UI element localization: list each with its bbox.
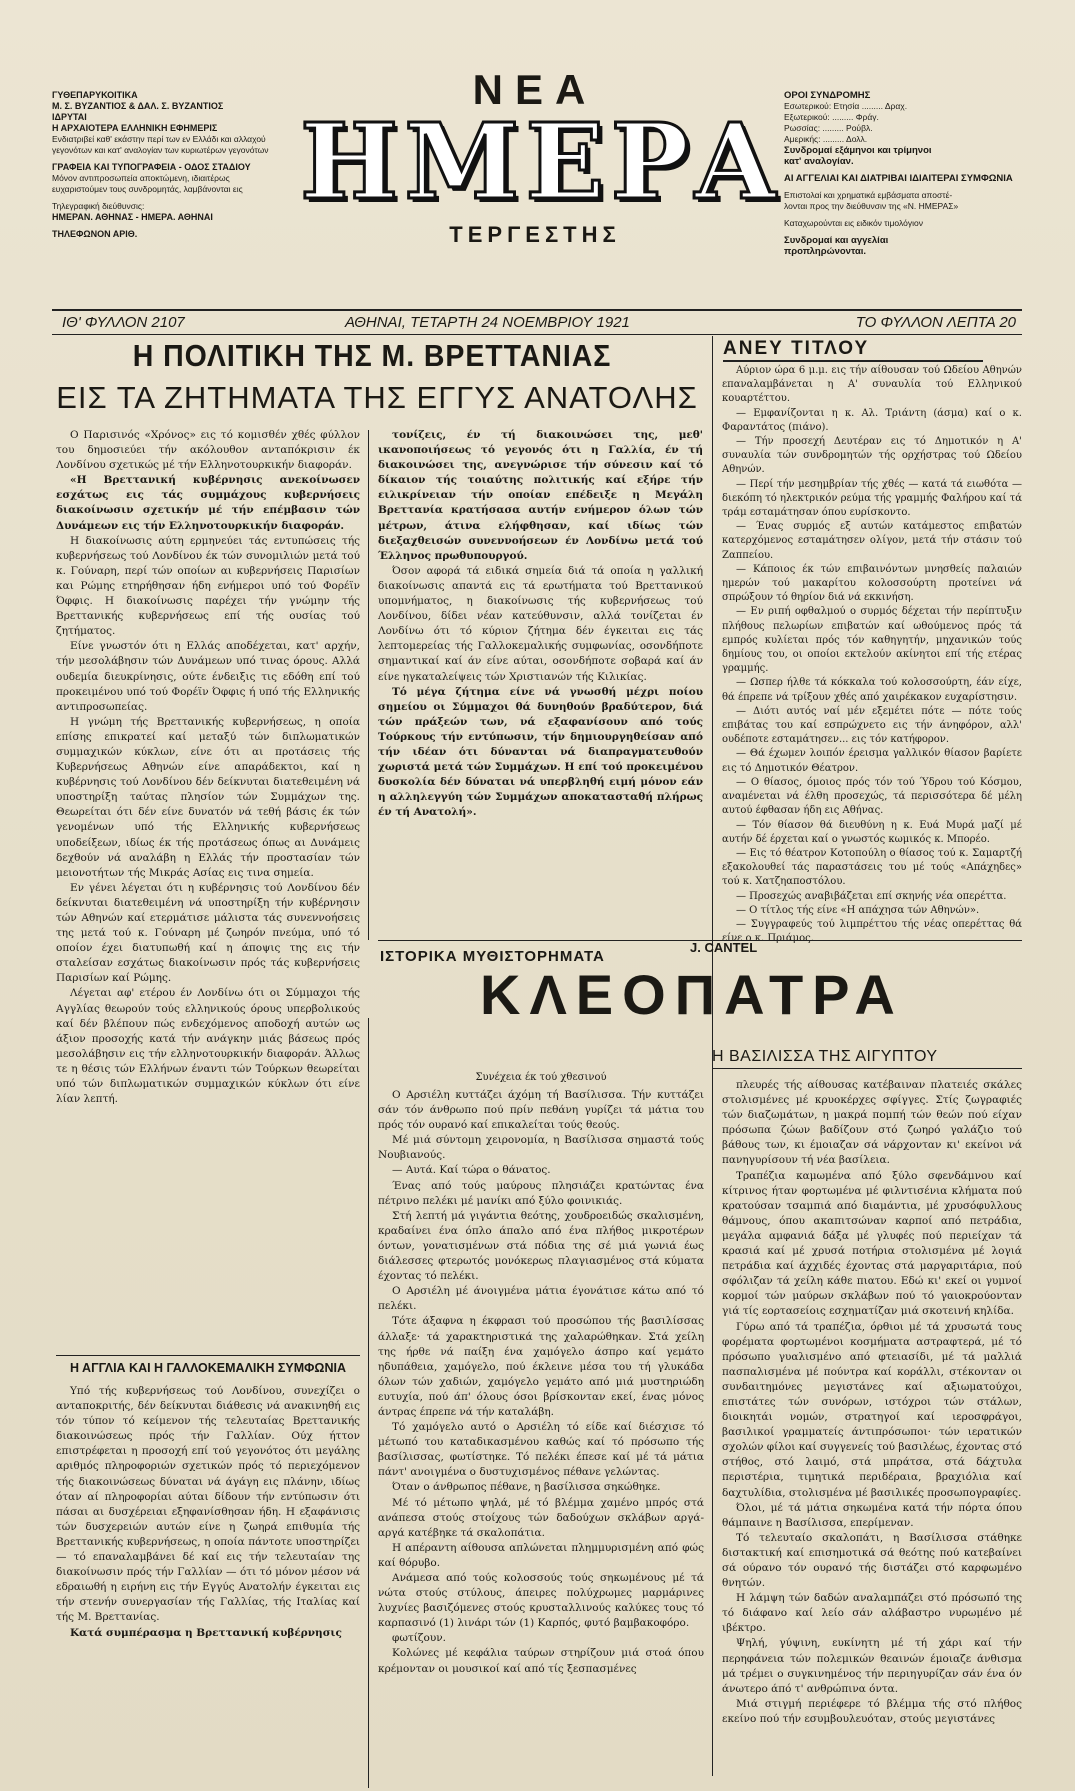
paragraph: πλευρές τής αίθουσας κατέβαιναν πλατειές σκάλες στολισμένες μέ κρυοκέρχες σφίγγες. Στίς ζωγραφιές τών διαζωμάτων, η μακρά πομπή τών θεών πού είχαν πρόσωπα ζώων βαδίζουν στό ζωηρό γαλάζιο τού βάθους των, κι έμοιαζαν σά νάρχονταν κι' εκείνοι νά πανηγυρίσουν τή νέα βασίλεια.: [722, 1079, 1022, 1167]
news-item: — Ο θίασος, όμοιος πρός τόν τού Ύδρου τού Κόσμου, αναμένεται νά έλθη προσεχώς, τά περισσότερα δέ μέλη αυτού έφθασαν ήδη εις Αθήνας.: [722, 776, 1022, 817]
masthead-info-line: ΙΔΡΥΤΑΙ: [52, 112, 87, 122]
masthead-nea: ΝΕΑ: [472, 66, 598, 113]
news-item: — Τόν θίασον θά διευθύνη η κ. Ευά Μυρά μαζί μέ αυτήν δέ έρχεται καί ο γνωστός κωμικός κ. Μπορέο.: [722, 819, 1022, 845]
news-item: — Ωσπερ ήλθε τά κόκκαλα τού κολοσσούρτη, έάν είχε, θά έπρεπε νά τρίξουν χθές από χαιρέκακον ευχαρίστησιν.: [722, 677, 1022, 703]
paragraph: Ο Αρσιέλη μέ άνοιγμένα μάτια έγονάτισε κάτω από τό πελέκι.: [378, 1285, 704, 1313]
paragraph: Ψηλή, γύψινη, ευκίνητη μέ τή χάρι καί τήν περηφάνεια τών πολεμικών θεαινών έμοιαζε άνθισμα μά τρέμει ο συγκινημένος τήν περιηγυρίζαν σάν ένα όν άνωτερο άπό τ' ανθρώπινα όντα.: [722, 1637, 1022, 1695]
top-rule: [52, 309, 1022, 311]
issue-number: ΙΘ' ΦΥΛΛΟΝ 2107: [62, 314, 185, 331]
novel-series-label: ΙΣΤΟΡΙΚΑ ΜΥΘΙΣΤΟΡΗΜΑΤΑ: [380, 948, 605, 965]
paragraph: Τότε άξαφνα η έκφρασι τού προσώπου τής βασιλίσσας άλλαξε· τά χαρακτηριστικά της χαλαρώθηκαν. Στά χείλη της ήρθε νά παίξη ένα χαμόγελο άσπρο καί γεμάτο ηδυπάθεια, χαμόγελο, πού έκλεινε μέσα του τή γλυκάδα όλων τών χαδιών, χαμόγελο γεμάτο από μιά μυστηριώδη ευτυχία, πού άπ' όλους όσοι βρίσκονταν εκεί, ένας μόνος άντρας έπρεπε νά τήν καταλάβη.: [378, 1315, 704, 1418]
paragraph: Η λάμψη τών δαδών αναλαμπάζει στό πρόσωπό της τό διάφανο καί λείο σάν αλάβαστρο νυρωμένο μέ ιβέκτρο.: [722, 1592, 1022, 1635]
news-item: — Διότι αυτός ναί μέν εξεμέτει πότε — πότε τούς επιβάτας του καί εσπρώχνετο εις τήν άνηφόρον, αλλ' ουδέποτε εσταμάτησεν... εις τόν κατήφορον.: [722, 705, 1022, 746]
masthead-info-line: ΟΡΟΙ ΣΥΝΔΡΟΜΗΣ: [784, 90, 871, 101]
masthead-info-line: Αμερικής: ......... Δολλ.: [784, 134, 868, 144]
masthead-subtitle: ΤΕΡΓΕΣΤΗΣ: [449, 222, 621, 247]
masthead-info-line: ΓΥΘΕΠΑΡΥΚΟΙΤΙΚΑ: [52, 90, 138, 100]
masthead-title: ΗΜΕΡΑ: [300, 100, 782, 223]
paragraph: Μέ τό μέτωπο ψηλά, μέ τό βλέμμα χαμένο μπρός στά ανάπεσα στούς στοίχους τών δαδούχων σκλάβων αργά-αργά κατέβηκε τά σκαλοπάτια.: [378, 1496, 704, 1539]
novel-title: ΚΛΕΟΠΑΤΡΑ: [480, 963, 904, 1026]
paragraph: Μιά στιγμή περιέφερε τό βλέμμα τής στό πλήθος εκείνο πού τήν εσυμβουλευόταν, στούς μεγιστάνες: [722, 1697, 1022, 1725]
news-item: — Εν ριπή οφθαλμού ο συρμός δέχεται τήν περίπτυξιν πλήθους πελωρίων επιβατών καί ωθούμενος πρός τά εμπρός κυλίεται πρός τόν καθηγητήν, μηχανικών τούς δημίους του, οι οποίοι εκτελούν ακίνητοι επί τής ετέρας γραμμής.: [722, 606, 1022, 675]
paragraph: Ένας από τούς μαύρους πλησιάζει κρατώντας ένα πέτρινο πελέκι μέ μανίκι από ξύλο φοινικιάς.: [378, 1179, 704, 1207]
politics-headline: Η ΠΟΛΙΤΙΚΗ ΤΗΣ Μ. ΒΡΕΤΤΑΝΙΑΣ: [132, 338, 612, 373]
news-item: — Εις τό θέατρον Κοτοπούλη ο θίασος τού κ. Σαμαρτζή εξακολουθεί τάς παραστάσεις του μέ τούς «Απάχηδες» τού κ. Χατζηαποστόλου.: [722, 847, 1022, 888]
issue-price: ΤΟ ΦΥΛΛΟΝ ΛΕΠΤΑ 20: [855, 314, 1016, 331]
politics-column-2: [378, 428, 703, 933]
novel-author: J. CANTEL: [690, 940, 758, 955]
news-item: — Θά έχωμεν λοιπόν έρεισμα γαλλικόν θίασον βαρίετε εις τό Δημοτικόν Θέατρον.: [722, 748, 1022, 774]
column-divider: [368, 1018, 369, 1788]
novel-column-2: [722, 1078, 1022, 1786]
paragraph: — Αυτά. Καί τώρα ο θάνατος.: [392, 1164, 551, 1177]
novel-column-1: [378, 1088, 704, 1786]
column-divider: [368, 430, 369, 940]
masthead-info-line: Ρωσσίας: ......... Ρούβλ.: [784, 123, 873, 133]
paragraph: Γύρω από τά τραπέζια, όρθιοι μέ τά χρυσωτά τους φορέματα φορτωμένοι κοσμήματα αστραφτερά, μέ τό πρόσωπο γυαλισμένο από φτειασίδι, μέ τά μαλλιά πασπαλισμένα μέ πούντρα καί κοράλλι, στέκονταν οι συνδαιτημόνες μεγιστάνες καί αξιωματούχοι, επιστάτες τών συνόρων, ιστόχροι τών στάλων, διοικητάι νομών, στρατηγοί καί ιεροσφράγοι, βασιλικοί γραμματείς άντιπρόσωποι· τών ιερατικών σχολών φίλοι καί συγγενείς τού βασιλέως, έχοντας στό στήθος, στό λαιμό, στά μπράτσα, στά δάχτυλα περιστέρια, τιμητικά περιδέραια, βραχιόλια καί δαχτυλίδια, στολισμένα μέ βασιλικές προσωπογραφίες.: [722, 1320, 1022, 1499]
masthead-info-line: ΤΗΛΕΦΩΝΟΝ ΑΡΙΘ.: [52, 229, 138, 239]
paragraph: φωτίζουν.: [392, 1632, 446, 1645]
issue-date: ΑΘΗΝΑΙ, ΤΕΤΑΡΤΗ 24 ΝΟΕΜΒΡΙΟΥ 1921: [345, 314, 630, 331]
paragraph: Είνε γνωστόν ότι η Ελλάς αποδέχεται, κατ' αρχήν, τήν μεσολάβησιν τών Δυνάμεων υπό τινας όρους. Αλλά ουδεμία διευκρίνησις, ούτε ένδειξις τις εδόθη επί τού προκειμένου υπό τού Φορέϊν Όφφις ή υπό τής Ελληνικής αντιπροσωπείας.: [56, 640, 360, 713]
paragraph: Υπό τής κυβερνήσεως τού Λονδίνου, συνεχίζει ο ανταποκριτής, δέν δείκνυται διάθεσις νά ανακινηθή εις τόν τύπον τό κείμενον τής τελευταίας Βρεττανικής διακοινώσεως πρός τήν Γαλλίαν. Ούχ ήττον επιστρέφεται η προσοχή επί τού γεγονότος ότι μεγάλης αριθμός πληροφοριών σχετικών πρός τό περιεχόμενον τής διακοινώσεως δύναται νά άγάγη εις πλάνην, ιδίως όταν αί πληροφορίαι αύται δίδουν τήν εντύπωσιν ότι πάσαι αι δυσχέρειαι εξηφανίσθησαν ήδη. Η εξαφάνισις τών δυσχερειών αυτών είνε η ζωηρά επιθυμία τής Βρεττανικής κυβερνήσεως, η οποία πάντοτε υποστηρίζει — τό επαναλαμβάνει δέ καί εις τήν τελευταίαν της διακοίνωσιν πρός τήν Γαλλίαν — ότι τό μόνον μέσον νά εδραιωθή η ειρήνη εις τήν Εγγύς Ανατολήν έγκειται εις τήν στενήν συνεργασίαν τής Γαλλίας, τής Ιταλίας καί τής Μ. Βρεττανίας.: [56, 1385, 360, 1624]
masthead-info-line: ΑΙ ΑΓΓΕΛΙΑΙ ΚΑΙ ΔΙΑΤΡΙΒΑΙ ΙΔΙΑΙΤΕΡΑΙ ΣΥΜΦΩΝΙΑ: [784, 173, 1013, 184]
masthead-info-line: ΗΜΕΡΑΝ. ΑΘΗΝΑΣ - ΗΜΕΡΑ. ΑΘΗΝΑΙ: [52, 212, 213, 222]
paragraph: Η απέραντη αίθουσα απλώνεται πλημμυρισμένη από φώς καί θόρυβο.: [378, 1541, 704, 1569]
paragraph: Μέ μιά σύντομη χειρονομία, η Βασίλισσα σημαστά τούς Νουβιανούς.: [378, 1134, 704, 1162]
paragraph: Η γνώμη τής Βρεττανικής κυβερνήσεως, η οποία επίσης επικρατεί καί μεταξύ τών διπλωματικών συμμαχικών κύκλων, είνε ότι αι προτάσεις τής Κυβερνήσεως Αθηνών είνε απαράδεκτοι, καί η κυβέρνησις τού Λονδίνου δέν δείκνυται διατεθειμένη νά υποστηρίξη ταύτας πλησίον τών Συμμάχων της. Θεωρείται ότι δέν είνε δυνατόν νά τεθή βάσις έκ τών γενομένων υπό τής Ελληνικής κυβερνήσεως υποδείξεων, ιδίως έκ τής προτάσεως όπως αι Δυνάμεις δεχθούν νά αναλάβη η Ελλάς τήν προστασίαν τών μειονοτήτων τής Μικράς Ασίας εις τινα σημεία.: [56, 715, 360, 879]
masthead-title-block: [300, 64, 782, 248]
paragraph: Τραπέζια καμωμένα από ξύλο σφενδάμνου καί κίτρινος ήταν φορτωμένα μέ φιλντισένια κλήματα πού κρατούσαν τσαμπιά από διαμάντια, μέ χρυσόφυλλους θάμνους, όπου ακαπιτσώναν καρποί από πετράδια, μεγάλα αμφανιά δάξα μέ γλυφές πού περιείχαν τά κρασιά καί μέ χρυσά ποτήρια στολισμένα μέ λογιά πετράδια καί άχχιδές έχοντας στά μαργαριτάρια, πού σφόλιζαν τά χείλη κάθε πιατου. Εδώ κι' εκεί οι γυμνοί κορμοί τών μαύρων σκλάβων πού τό γαιοκρούονταν γιά τίς εορτασείοις εσχηματίζαν μιά σκοτεινή κηλίδα.: [722, 1169, 1022, 1318]
masthead-info-line: ΓΡΑΦΕΙΑ ΚΑΙ ΤΥΠΟΓΡΑΦΕΙΑ - ΟΔΟΣ ΣΤΑΔΙΟΥ: [52, 162, 251, 172]
news-item: — Ο τίτλος τής είνε «Η απάχησα τών Αθηνών».: [736, 904, 980, 916]
dateline: [52, 314, 1022, 334]
paragraph: «Η Βρεττανική κυβέρνησις ανεκοίνωσεν εσχάτως εις τάς συμμάχους κυβερνήσεις διακοίνωσιν σχετικήν μέ τήν επέμβασιν τών Δυνάμεων εις τήν Ελληνοτουρκικήν διαφοράν.: [56, 474, 360, 532]
paragraph: Τό μέγα ζήτημα είνε νά γνωσθή μέχρι ποίου σημείου οι Σύμμαχοι θά δυνηθούν βραδύτερον, διά τών πράξεών των, νά εξαφανίσουν από τούς Τούρκους τήν εντύπωσιν, τήν δημιουργηθείσαν από τήν ιδέαν ότι δύνανται νά διαπραγματευθούν χωριστά μετά τών Συμμάχων. Η επί τού προκειμένου δυσκολία δέν δύναται νά υπερβληθή ειμή μόνον εάν η αλληλεγγύη τών Συμμάχων αποκατασταθή πλήρως έν τή Ανατολή».: [378, 685, 703, 819]
masthead-info-line: προπληρώνονται.: [784, 246, 867, 257]
masthead-right-info: [784, 90, 1024, 257]
news-item: — Προσεχώς αναβιβάζεται επί σκηνής νέα οπερέττα.: [736, 890, 1007, 902]
masthead-info-line: γεγονότων και κατ' αναλογίαν των κυριωτέρων γεγονότων: [52, 145, 269, 155]
paragraph: τονίζεις, έν τή διακοινώσει της, μεθ' ικανοποιήσεως τό γεγονός ότι η Γαλλία, έν τή διακοινώσει της, ανεγνώρισε τήν σύνεσιν καί τό δίκαιον τής τοιαύτης πολιτικής καί εξήρε τήν ειλικρίνειαν τήν οποίαν επέδειξε η Μεγάλη Βρεττανία κρατήσασα αυτήν ενήμερον όλων τών μέτρων, άτινα ελήφθησαν, καί ιδίως τών διεξαχθεισών συνεννοήσεων έν Λονδίνω μετά τού Έλληνος πρωθυπουργού.: [378, 429, 703, 562]
novel-subtitle: Η ΒΑΣΙΛΙΣΣΑ ΤΗΣ ΑΙΓΥΠΤΟΥ: [712, 1048, 938, 1065]
masthead-info-line: ευχαριστούμεν τους συνδρομητάς, λαμβάνονται εις: [52, 184, 243, 194]
masthead-info-line: λονται προς την διεύθυνσιν της «Ν. ΗΜΕΡΑΣ»: [784, 201, 959, 211]
paragraph: Κολώνες μέ κεφάλια ταύρων στηρίζουν μιά στοά όπου κρέμονταν οι μουσικοί καί από τίς ξεσπασμένες: [378, 1647, 704, 1675]
masthead-info-line: Συνδρομαί και αγγελίαι: [784, 235, 889, 246]
politics-column-1: [56, 428, 360, 1353]
paragraph: Όσον αφορά τά ειδικά σημεία διά τά οποία η γαλλική διακοίνωσις απαντά εις τά ερωτήματα τού Βρεττανικού υπομνήματος, η διακοίνωσις τής κυβερνήσεως τού Λονδίνου, δίδει νέαν κατεύθυνσιν, αλλά τονίζεται έν Λονδίνω ότι τό κύριον ζήτημα δέν έγκειται εις τάς λεπτομερείας τής Γαλλοκεμαλικής συμφωνίας, οσονδήποτε σημαντικαί καί άν είνε αύται, οσονδήποτε σοβαρά καί άν είνε ηγκαταλείψεις τών Χριστιανών τής Κιλικίας.: [378, 564, 703, 683]
masthead: [52, 64, 1024, 304]
paragraph: Στή λεπτή μά γιγάντια θεότης, χουδροειδώς σκαλισμένη, κραδαίνει ένα όπλο άπαλο από ένα πλήθος μικροτέρων όντων, γονατισμένων στά πόδια της σέ μιά γωνιά έως διάλεσσες φτερωτός μονόκερως πλαγιασμένος στά κύματα έχοντας τό πελέκι.: [378, 1209, 704, 1283]
paragraph: Η διακοίνωσις αύτη ερμηνεύει τάς εντυπώσεις τής κυβερνήσεως τού Λονδίνου έκ τών συνομιλιών μετά τού κ. Γούναρη, περί τών οποίων αι κυβερνήσεις Παρισίων και Ρώμης ετηρήθησαν ήδη ενήμεροι υπό τού Φορέϊν Όφφις. Η διακοίνωσις παρέχει τήν γνώμην τής Βρεττανικής κυβερνήσεως επί τής ουσίας τού ζητήματος.: [56, 534, 360, 638]
anglia-article: [56, 1384, 360, 1784]
news-item: — Κάποιος έκ τών επιβαινόντων μνησθείς παλαιών ημερών τού μακαρίτου κολοσσούρτη προτείνει νά σπρώξουν τό θηρίον διά νά εκκινήση.: [722, 563, 1022, 604]
anef-titlou-headline: ΑΝΕΥ ΤΙΤΛΟΥ: [723, 338, 983, 362]
paragraph: Ο Αρσιέλη κυττάζει άχόμη τή Βασίλισσα. Τήν κυττάζει σάν τόν άνθρωπο πού πρίν πεθάνη γυρίζει τά μάτια του πρός τόν ουρανό καί επικαλείται τούς θεούς.: [378, 1089, 704, 1132]
news-item: — Τήν προσεχή Δευτέραν εις τό Δημοτικόν η Α' συναυλία τών συνδρομητών τής ορχήστρας τού Ωδείου Αθηνών.: [722, 436, 1022, 476]
news-item: — Περί τήν μεσημβρίαν τής χθές — κατά τά ειωθότα — διεκόπη τό ηλεκτρικόν ρεύμα τής γραμμής Φαλήρου καί τά τράμ εσταμάτησαν όπου ευρίσκοντο.: [722, 478, 1022, 519]
masthead-info-line: Επιστολαί και χρηματικά εμβάσματα αποστέ-: [784, 190, 953, 200]
paragraph: Ανάμεσα από τούς κολοσσούς τούς σηκωμένους μέ τά νώτα στούς στύλους, άπειρες πολύχρωμες μαρμάρινες λυχνίες βασιζόμενες στούς κρυσταλλινούς καλύκες τους τό καρπασινό (1) λινάρι τών (1) Καρπός, φυτό βαμβακοφόρο.: [378, 1572, 704, 1630]
masthead-info-line: Τηλεγραφική διεύθυνσις:: [52, 201, 145, 211]
masthead-info-line: κατ' αναλογίαν.: [784, 156, 854, 167]
paragraph: Τό τελευταίο σκαλοπάτι, η Βασίλισσα στάθηκε διστακτική καί επισημοτικά σά θεότης πού κατεβαίνει σά ούρανο τόν ουρανό τής διστάζει στό καρφωμένο θνητών.: [722, 1531, 1022, 1590]
dateline-rule: [52, 334, 1022, 335]
paragraph: Λέγεται αφ' ετέρου έν Λονδίνω ότι οι Σύμμαχοι τής Αγγλίας θεωρούν τούς ελληνικούς όρους υπερβολικούς καί δέν βλέπουν πώς ενδεχόμενος αποδοχή αυτών ως άξιον προσοχής κατά τήν ανάγκην μιάς βάσεως πρός μεσολάβησιν εις τήν ελληνοτουρκικήν διαφοράν. Άλλως τε η θέσις τών Ελλήνων έναντι τών Τούρκων θεωρείται υπό τών διπλωματικών συμμαχικών κύκλων ότι είνε λίαν λεπτή.: [56, 987, 360, 1106]
paragraph: Όταν ο άνθρωπος πέθανε, η βασίλισσα σηκώθηκε.: [392, 1481, 661, 1494]
masthead-info-line: Εξωτερικού: ......... Φράγ.: [784, 112, 879, 122]
news-item: — Εμφανίζονται η κ. Αλ. Τριάντη (άσμα) καί ο κ. Φαραντάτος (πιάνο).: [722, 407, 1022, 433]
masthead-info-line: Η ΑΡΧΑΙΟΤΕΡΑ ΕΛΛΗΝΙΚΗ ΕΦΗΜΕΡΙΣ: [52, 123, 218, 133]
masthead-info-line: Εσωτερικού: Ετησία ......... Δραχ.: [784, 101, 908, 111]
masthead-info-line: Μ. Σ. ΒΥΖΑΝΤΙΟΣ & ΔΑΛ. Σ. ΒΥΖΑΝΤΙΟΣ: [52, 101, 224, 111]
news-item: Αύριον ώρα 6 μ.μ. εις τήν αίθουσαν τού Ωδείου Αθηνών επαναλαμβάνεται η Α' συναυλία τού Ελληνικού κουαρτέττου.: [722, 365, 1022, 405]
anglia-headline: Η ΑΓΓΛΙΑ ΚΑΙ Η ΓΑΛΛΟΚΕΜΑΛΙΚΗ ΣΥΜΦΩΝΙΑ: [70, 1361, 346, 1375]
novel-continuation-note: [378, 1072, 704, 1083]
masthead-left-info: [52, 90, 277, 240]
masthead-info-line: Καταχωρούνται εις ειδικόν τιμολόγιον: [784, 218, 923, 228]
novel-subtitle-rule: [712, 1068, 1022, 1069]
anef-titlou-column: [722, 364, 1022, 945]
paragraph: Όλοι, μέ τά μάτια σηκωμένα κατά τήν πόρτα όπου θάμπαινε η Βασίλισσα, επερίμεναν.: [722, 1501, 1022, 1529]
masthead-info-line: Συνδρομαί εξάμηνοι και τρίμηνοι: [784, 145, 932, 156]
paragraph: Εν γένει λέγεται ότι η κυβέρνησις τού Λονδίνου δέν δείκνυται διατεθειμένη νά υποστηρίξη τήν κυβέρνησιν τών Αθηνών καί ετερμάτισε μάλιστα τάς συνεννοήσεις της μετά τού κ. Γούναρη μέ ζωηρόν πνεύμα, υπό τό οποίον έχει διατυπωθή καί η άποψις της εις τήν σταλείσαν εσχάτως διακοίνωσιν πρός τάς κυβερνήσεις Παρισίων καί Ρώμης.: [56, 881, 360, 985]
politics-subheadline: ΕΙΣ ΤΑ ΖΗΤΗΜΑΤΑ ΤΗΣ ΕΓΓΥΣ ΑΝΑΤΟΛΗΣ: [56, 380, 698, 415]
continuation-text: Συνέχεια έκ τού χθεσινού: [475, 1072, 607, 1083]
masthead-info-line: Ενδιατριβεί καθ' εκάστην περί των εν Ελλάδι και αλλαχού: [52, 134, 266, 144]
masthead-info-line: Μόνον αντιπροσωπεία αποκτώμενη, ιδιαιτέρως: [52, 173, 230, 183]
paragraph: Τό χαμόγελο αυτό ο Αρσιέλη τό είδε καί διέσχισε τό μέτωπό του καταδικασμένου καθώς καί τό πρόσωπο τής βασίλισσας, φωτίστηκε. Τό πελέκι έπεσε καί μέ τά μάτια πάντ' ανοιγμένα ο δυστυχισμένος πέθανε γελώντας.: [378, 1421, 704, 1479]
paragraph: Ο Παρισινός «Χρόνος» εις τό κομισθέν χθές φύλλον του δημοσιεύει τήν ακόλουθον ανταπόκρισιν έκ Λονδίνου σχετικώς μέ τήν Ελληνοτουρκικήν διαφοράν.: [56, 429, 360, 472]
paragraph: Κατά συμπέρασμα η Βρεττανική κυβέρνησις: [70, 1626, 342, 1639]
news-item: — Ένας συρμός εξ αυτών κατάμεστος επιβατών κατερχόμενος εσταμάτησεν ολίγον, μετά τήν στάσιν τού Ζαππείου.: [722, 521, 1022, 561]
section-rule: [56, 1355, 360, 1356]
news-item: — Συγγραφεύς τού λιμπρέττου τής νέας οπερέττας θά είνε ο κ. Πριάμος.: [722, 918, 1022, 945]
